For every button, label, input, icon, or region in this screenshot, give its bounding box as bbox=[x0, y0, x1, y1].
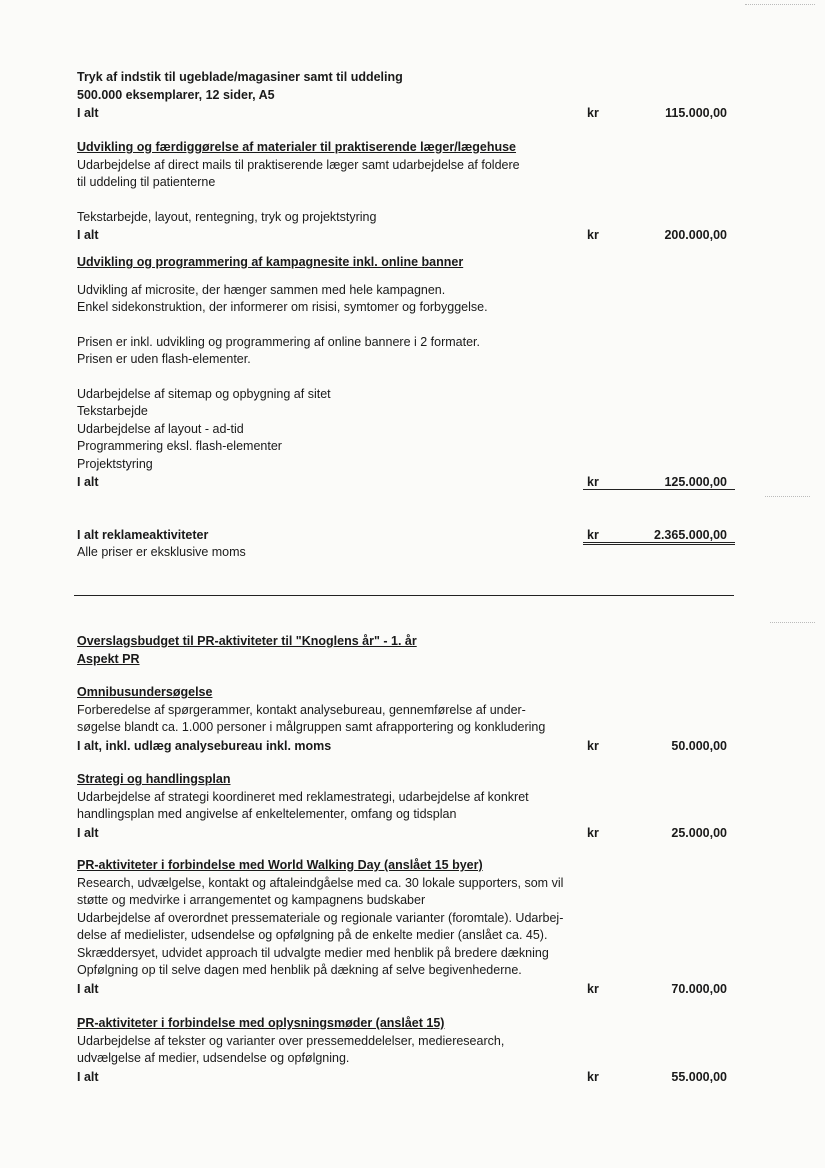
section-heading: Omnibusundersøgelse bbox=[77, 685, 213, 699]
list-item: Udarbejdelse af sitemap og opbygning af sitet bbox=[77, 386, 331, 401]
meetings-section bbox=[77, 1015, 737, 1086]
list-item: Programmering eksl. flash-elementer bbox=[77, 439, 282, 453]
website-section bbox=[77, 254, 737, 491]
total-amount: 200.000,00 bbox=[664, 228, 727, 242]
total-amount: 70.000,00 bbox=[671, 981, 727, 996]
section-text: udvælgelse af medier, udsendelse og opfølgning. bbox=[77, 1051, 350, 1065]
total-label: I alt, inkl. udlæg analysebureau inkl. moms bbox=[77, 738, 332, 753]
currency-label: kr bbox=[587, 738, 599, 753]
section-text: Research, udvælgelse, kontakt og aftaleindgåelse med ca. 30 lokale supporters, som vil bbox=[77, 875, 564, 890]
omnibus-total-row bbox=[77, 737, 737, 755]
print-section bbox=[77, 69, 737, 122]
section-text: Udarbejdelse af strategi koordineret med reklamestrategi, udarbejdelse af konkret bbox=[77, 789, 529, 804]
currency-label: kr bbox=[587, 528, 599, 542]
section-text: Tekstarbejde, layout, rentegning, tryk og projektstyring bbox=[77, 209, 377, 224]
section-heading: Udvikling og programmering af kampagnesite inkl. online banner bbox=[77, 255, 464, 269]
total-label: I alt bbox=[77, 106, 99, 120]
section-text: Udarbejdelse af tekster og varianter over pressemeddelelser, medieresearch, bbox=[77, 1033, 505, 1048]
section-divider bbox=[74, 595, 734, 596]
section-text: delse af medielister, udsendelse og opfølgning på de enkelte medier (anslået ca. 45). bbox=[77, 928, 548, 942]
scan-artifact bbox=[745, 4, 815, 6]
section-text: Prisen er inkl. udvikling og programmering af online bannere i 2 formater. bbox=[77, 334, 480, 349]
total-amount: 25.000,00 bbox=[671, 825, 727, 840]
grand-total-row bbox=[77, 526, 737, 544]
print-title: Tryk af indstik til ugeblade/magasiner samt til uddeling bbox=[77, 70, 403, 84]
currency-label: kr bbox=[587, 1069, 599, 1084]
section-heading: Udvikling og færdiggørelse af materialer til praktiserende læger/lægehuse bbox=[77, 140, 517, 154]
list-item: Tekstarbejde bbox=[77, 404, 148, 418]
total-label: I alt bbox=[77, 981, 99, 996]
section-text: Udarbejdelse af direct mails til praktiserende læger samt udarbejdelse af foldere bbox=[77, 157, 520, 172]
grand-total-section bbox=[77, 526, 737, 562]
section-heading: Strategi og handlingsplan bbox=[77, 772, 231, 786]
section-text: Skræddersyet, udvidet approach til udvalgte medier med henblik på bredere dækning bbox=[77, 945, 549, 960]
total-amount: 115.000,00 bbox=[665, 106, 727, 120]
section-heading: PR-aktiviteter i forbindelse med oplysningsmøder (anslået 15) bbox=[77, 1016, 445, 1030]
pr-title: Overslagsbudget til PR-aktiviteter til "Knoglens år" - 1. år bbox=[77, 634, 417, 648]
total-label: I alt bbox=[77, 228, 99, 242]
section-text: Udarbejdelse af overordnet pressemateriale og regionale varianter (foromtale). Udarbej- bbox=[77, 910, 564, 925]
section-text: handlingsplan med angivelse af enkeltelementer, omfang og tidsplan bbox=[77, 807, 457, 821]
strategy-total-row bbox=[77, 824, 737, 842]
materials-section bbox=[77, 139, 737, 244]
currency-label: kr bbox=[587, 106, 599, 120]
pr-subtitle: Aspekt PR bbox=[77, 651, 140, 666]
print-total-row bbox=[77, 104, 737, 122]
walking-day-total-row bbox=[77, 980, 737, 998]
currency-label: kr bbox=[587, 825, 599, 840]
pr-header bbox=[77, 633, 737, 668]
section-text: støtte og medvirke i arrangementet og kampagnens budskaber bbox=[77, 893, 426, 907]
section-text: Forberedelse af spørgerammer, kontakt analysebureau, gennemførelse af under- bbox=[77, 702, 526, 717]
section-text: Prisen er uden flash-elementer. bbox=[77, 352, 251, 366]
section-heading: PR-aktiviteter i forbindelse med World Walking Day (anslået 15 byer) bbox=[77, 858, 483, 872]
meetings-total-row bbox=[77, 1068, 737, 1086]
scan-artifact bbox=[770, 622, 815, 624]
materials-total-row bbox=[77, 226, 737, 244]
print-subtitle: 500.000 eksemplarer, 12 sider, A5 bbox=[77, 87, 275, 102]
currency-label: kr bbox=[587, 475, 599, 489]
section-text: Udvikling af microsite, der hænger sammen med hele kampagnen. bbox=[77, 282, 446, 297]
section-text: Enkel sidekonstruktion, der informerer om risisi, symtomer og forbyggelse. bbox=[77, 300, 488, 314]
omnibus-section bbox=[77, 684, 737, 755]
section-text: til uddeling til patienterne bbox=[77, 175, 216, 189]
total-label: I alt bbox=[77, 475, 99, 489]
list-item: Udarbejdelse af layout - ad-tid bbox=[77, 421, 244, 436]
total-amount: 55.000,00 bbox=[671, 1069, 727, 1084]
total-label: I alt bbox=[77, 825, 99, 840]
section-text: søgelse blandt ca. 1.000 personer i målgruppen samt afrapportering og konkludering bbox=[77, 720, 546, 734]
currency-label: kr bbox=[587, 981, 599, 996]
walking-day-section bbox=[77, 857, 737, 998]
grand-total-label: I alt reklameaktiviteter bbox=[77, 528, 209, 542]
grand-total-amount: 2.365.000,00 bbox=[654, 528, 727, 542]
vat-note: Alle priser er eksklusive moms bbox=[77, 545, 246, 559]
total-amount: 50.000,00 bbox=[671, 738, 727, 753]
total-amount: 125.000,00 bbox=[664, 475, 727, 489]
total-label: I alt bbox=[77, 1069, 99, 1084]
strategy-section bbox=[77, 771, 737, 842]
list-item: Projektstyring bbox=[77, 456, 153, 471]
website-total-row bbox=[77, 473, 737, 491]
currency-label: kr bbox=[587, 228, 599, 242]
section-text: Opfølgning op til selve dagen med henblik på dækning af selve begivenhederne. bbox=[77, 963, 522, 977]
scan-artifact bbox=[765, 496, 810, 498]
